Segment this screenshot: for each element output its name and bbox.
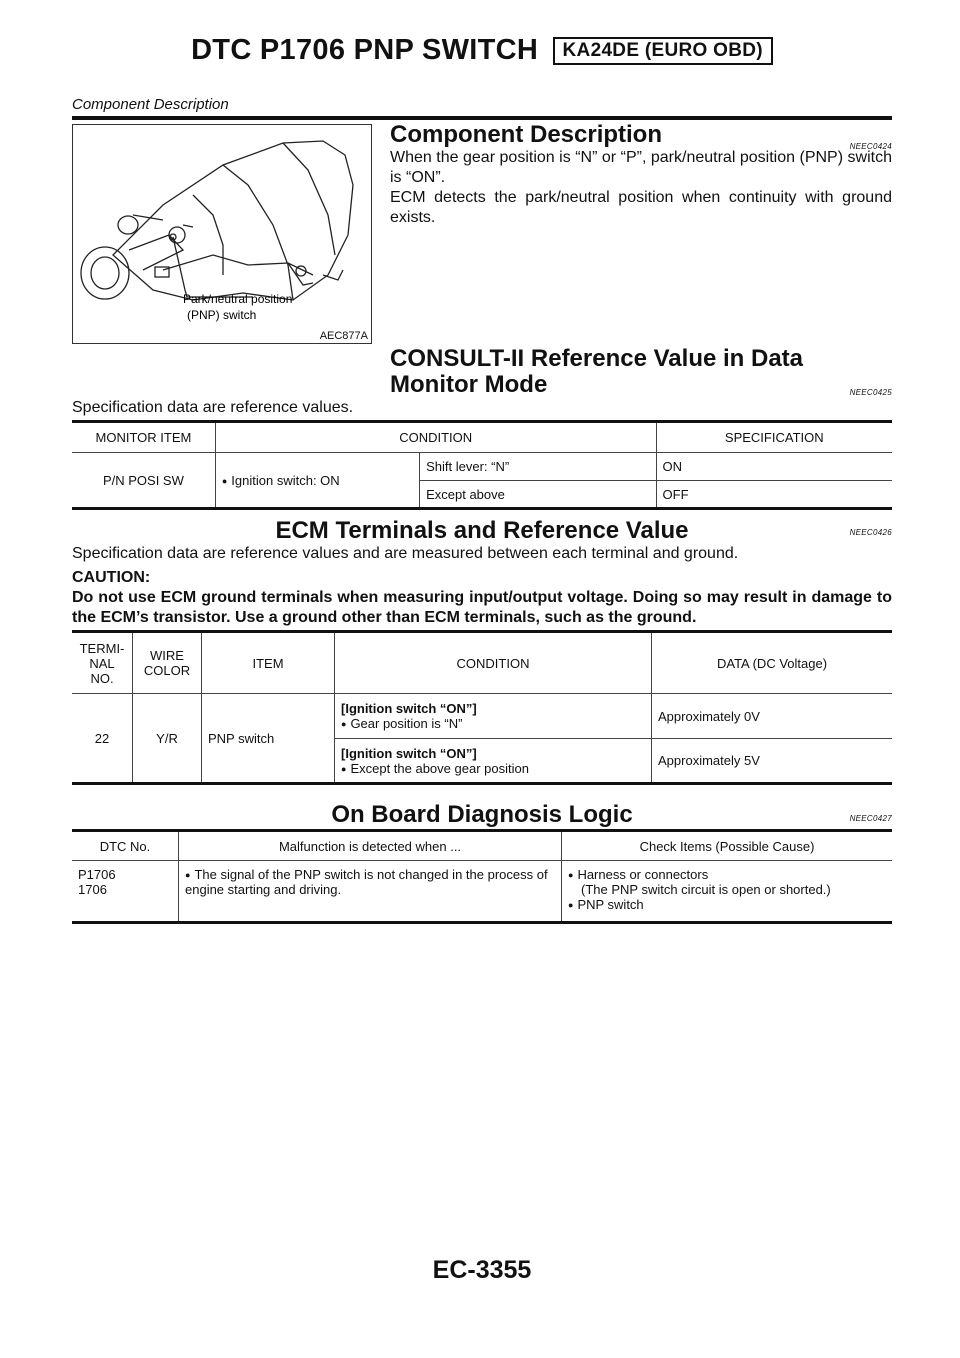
ecm-section <box>72 518 892 628</box>
ecm-col-terminal: TERMI-NAL NO. <box>72 632 133 694</box>
obd-col-malfunction: Malfunction is detected when ... <box>179 831 562 861</box>
consult-condition <box>215 453 419 509</box>
obd-malfunction-text: ● The signal of the PNP switch is not changed in the process of engine starting and driving. <box>185 867 555 897</box>
engine-badge: KA24DE (EURO OBD) <box>553 37 773 65</box>
ecm-item: PNP switch <box>202 694 335 784</box>
consult-table <box>72 420 892 510</box>
obd-check-2: ● PNP switch <box>568 897 886 912</box>
ecm-cond-1-head: [Ignition switch “ON”] <box>341 701 477 716</box>
page-number: EC-3355 <box>432 1256 532 1284</box>
header-rule <box>72 116 892 120</box>
obd-check <box>562 861 893 923</box>
consult-sub-1: Shift lever: “N” <box>420 453 656 481</box>
consult-condition-text: ● Ignition switch: ON <box>222 473 340 488</box>
ecm-condition-1 <box>335 694 652 739</box>
component-description-para2: ECM detects the park/neutral position when continuity with ground exists. <box>390 189 892 226</box>
obd-col-check: Check Items (Possible Cause) <box>562 831 893 861</box>
figure-callout-1: Park/neutral position <box>183 292 293 306</box>
obd-check-1: ● Harness or connectors <box>568 867 886 882</box>
obd-col-dtc: DTC No. <box>72 831 179 861</box>
obd-section <box>72 802 892 828</box>
table-row <box>72 453 892 481</box>
ecm-terminal: 22 <box>72 694 133 784</box>
consult-code: NEEC0425 <box>849 388 892 397</box>
transmission-figure <box>72 124 372 344</box>
table-row <box>72 694 892 739</box>
component-description-para1: When the gear position is “N” or “P”, park/neutral position (PNP) switch is “ON”. <box>390 149 892 186</box>
obd-table <box>72 829 892 924</box>
ecm-col-data: DATA (DC Voltage) <box>652 632 893 694</box>
obd-code: NEEC0427 <box>849 814 892 823</box>
ecm-heading: ECM Terminals and Reference Value <box>275 517 689 544</box>
ecm-intro: Specification data are reference values and are measured between each terminal and ground. <box>72 545 739 562</box>
obd-dtc <box>72 861 179 923</box>
consult-col-spec: SPECIFICATION <box>656 422 892 453</box>
caution-text: Do not use ECM ground terminals when measuring input/output voltage. Doing so may result in damage to the ECM’s transistor. Use a ground other than ECM terminals, such as the ground. <box>72 589 892 626</box>
ecm-data-2: Approximately 5V <box>652 739 893 784</box>
page-header <box>72 34 892 120</box>
page-subtitle: Component Description <box>72 96 229 113</box>
component-description-heading: Component Description <box>390 121 663 148</box>
ecm-table-header <box>72 632 892 694</box>
ecm-code: NEEC0426 <box>849 528 892 537</box>
ecm-cond-2-head: [Ignition switch “ON”] <box>341 745 477 761</box>
consult-section <box>72 345 892 416</box>
consult-item: P/N POSI SW <box>72 453 215 509</box>
component-description-section <box>390 122 892 228</box>
caution-label: CAUTION: <box>72 569 151 586</box>
ecm-col-wire: WIRE COLOR <box>133 632 202 694</box>
page-title-text: DTC P1706 PNP SWITCH <box>191 34 539 66</box>
ecm-cond-2-bullet: ● Except the above gear position <box>341 761 645 776</box>
consult-heading: CONSULT-II Reference Value in Data Monitor Mode <box>390 345 804 398</box>
ecm-condition-2 <box>335 739 652 784</box>
ecm-col-item: ITEM <box>202 632 335 694</box>
obd-malfunction <box>179 861 562 923</box>
ecm-data-1: Approximately 0V <box>652 694 893 739</box>
ecm-table <box>72 630 892 785</box>
table-row <box>72 861 892 923</box>
page-title <box>72 34 892 67</box>
figure-label: AEC877A <box>319 330 368 342</box>
consult-col-condition: CONDITION <box>215 422 656 453</box>
consult-col-monitor: MONITOR ITEM <box>72 422 215 453</box>
obd-table-header <box>72 831 892 861</box>
ecm-cond-1-bullet: ● Gear position is “N” <box>341 716 645 731</box>
consult-spec-2: OFF <box>656 481 892 509</box>
transmission-illustration <box>73 125 371 343</box>
consult-spec-1: ON <box>656 453 892 481</box>
component-description-code: NEEC0424 <box>849 142 892 151</box>
ecm-wire: Y/R <box>133 694 202 784</box>
obd-heading: On Board Diagnosis Logic <box>331 801 633 828</box>
consult-table-header <box>72 422 892 453</box>
obd-check-1-note: (The PNP switch circuit is open or shorted.) <box>581 882 831 897</box>
figure-callout-2: (PNP) switch <box>187 308 257 322</box>
consult-intro: Specification data are reference values. <box>72 399 354 416</box>
obd-dtc-line1: P1706 <box>78 867 116 882</box>
obd-dtc-line2: 1706 <box>78 882 107 897</box>
consult-sub-2: Except above <box>420 481 656 509</box>
ecm-col-condition: CONDITION <box>335 632 652 694</box>
